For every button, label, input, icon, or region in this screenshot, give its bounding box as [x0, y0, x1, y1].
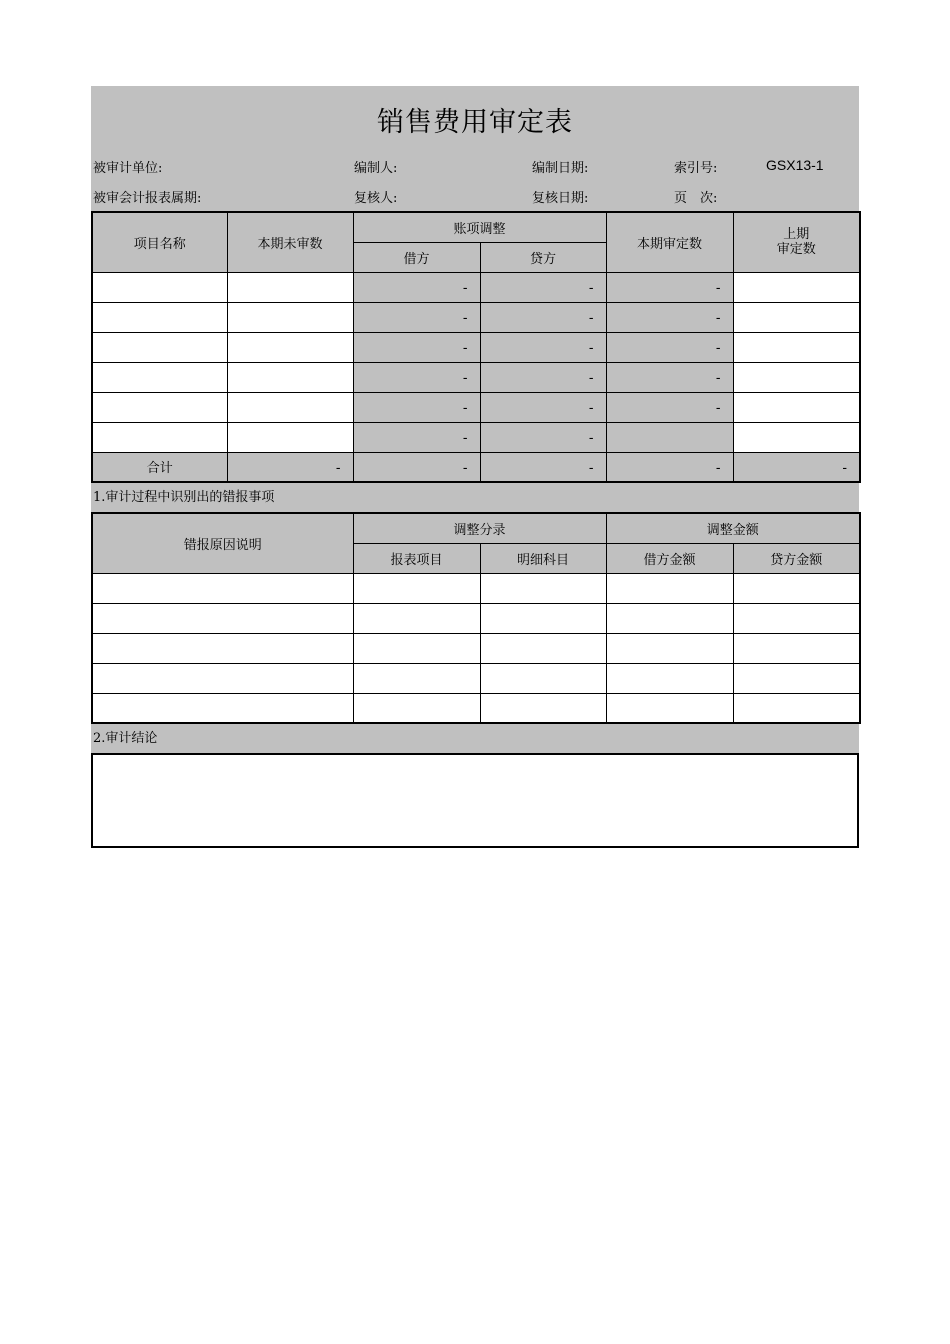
- col-credit: 贷方: [480, 242, 606, 272]
- table-row: [92, 693, 860, 723]
- prior-audited-cell[interactable]: [733, 272, 860, 302]
- reason-cell[interactable]: [92, 663, 353, 693]
- table-row: [92, 332, 860, 362]
- prepared-date-label: 编制日期:: [532, 161, 589, 176]
- reason-cell[interactable]: [92, 573, 353, 603]
- credit-amount-cell[interactable]: [733, 573, 860, 603]
- col-debit-amount: 借方金额: [606, 543, 733, 573]
- col-prior-line2: 审定数: [776, 242, 816, 258]
- detail-account-cell[interactable]: [480, 573, 606, 603]
- table-row: [92, 362, 860, 392]
- debit-cell: -: [353, 332, 480, 362]
- item-name-cell[interactable]: [92, 332, 227, 362]
- unaudited-cell[interactable]: [227, 332, 353, 362]
- debit-cell: -: [353, 392, 480, 422]
- report-item-cell[interactable]: [353, 603, 480, 633]
- col-credit-amount: 贷方金额: [733, 543, 860, 573]
- debit-amount-cell[interactable]: [606, 663, 733, 693]
- credit-amount-cell[interactable]: [733, 663, 860, 693]
- prior-audited-cell[interactable]: [733, 332, 860, 362]
- unaudited-cell[interactable]: [227, 302, 353, 332]
- table-row: [92, 302, 860, 332]
- total-debit: -: [353, 452, 480, 482]
- table-row: [92, 603, 860, 633]
- col-report-item: 报表项目: [353, 543, 480, 573]
- debit-amount-cell[interactable]: [606, 573, 733, 603]
- total-label: 合计: [92, 452, 227, 482]
- col-reason: 错报原因说明: [92, 513, 353, 573]
- debit-cell: -: [353, 422, 480, 452]
- credit-cell: -: [480, 422, 606, 452]
- conclusion-box[interactable]: [91, 753, 859, 848]
- unaudited-cell[interactable]: [227, 272, 353, 302]
- col-audited: 本期审定数: [606, 212, 733, 272]
- col-prior-line1: 上期: [783, 227, 810, 243]
- debit-cell: -: [353, 302, 480, 332]
- total-credit: -: [480, 452, 606, 482]
- credit-cell: -: [480, 272, 606, 302]
- preparer-label: 编制人:: [354, 161, 398, 176]
- audited-cell: -: [606, 392, 733, 422]
- prior-audited-cell[interactable]: [733, 362, 860, 392]
- report-item-cell[interactable]: [353, 573, 480, 603]
- item-name-cell[interactable]: [92, 422, 227, 452]
- detail-account-cell[interactable]: [480, 633, 606, 663]
- table-row: [92, 392, 860, 422]
- debit-amount-cell[interactable]: [606, 603, 733, 633]
- col-item-name: 项目名称: [92, 212, 227, 272]
- audited-cell: -: [606, 302, 733, 332]
- item-name-cell[interactable]: [92, 362, 227, 392]
- reviewer-label: 复核人:: [354, 191, 398, 206]
- audited-cell: -: [606, 272, 733, 302]
- review-date-label: 复核日期:: [532, 191, 589, 206]
- audited-unit-label: 被审计单位:: [93, 161, 163, 176]
- detail-account-cell[interactable]: [480, 693, 606, 723]
- credit-amount-cell[interactable]: [733, 693, 860, 723]
- unaudited-cell[interactable]: [227, 422, 353, 452]
- detail-account-cell[interactable]: [480, 663, 606, 693]
- col-debit: 借方: [353, 242, 480, 272]
- credit-amount-cell[interactable]: [733, 633, 860, 663]
- table-row: [92, 272, 860, 302]
- credit-cell: -: [480, 332, 606, 362]
- unaudited-cell[interactable]: [227, 362, 353, 392]
- reason-cell[interactable]: [92, 633, 353, 663]
- table-row: [92, 573, 860, 603]
- credit-cell: -: [480, 392, 606, 422]
- table-row: [92, 663, 860, 693]
- unaudited-cell[interactable]: [227, 392, 353, 422]
- audited-cell: -: [606, 332, 733, 362]
- main-header-row: [92, 212, 860, 242]
- col-adjusting-entry: 调整分录: [353, 513, 606, 543]
- col-unaudited: 本期未审数: [227, 212, 353, 272]
- col-prior-audited: [733, 212, 860, 272]
- total-unaudited: -: [227, 452, 353, 482]
- index-value: GSX13-1: [766, 157, 824, 173]
- misstatement-section-label: 1.审计过程中识别出的错报事项: [91, 483, 859, 512]
- detail-account-cell[interactable]: [480, 603, 606, 633]
- debit-cell: -: [353, 272, 480, 302]
- total-prior-audited: -: [733, 452, 860, 482]
- total-audited: -: [606, 452, 733, 482]
- period-label: 被审会计报表属期:: [93, 191, 202, 206]
- report-item-cell[interactable]: [353, 663, 480, 693]
- audited-cell: [606, 422, 733, 452]
- misstatement-header-row: [92, 513, 860, 543]
- credit-cell: -: [480, 302, 606, 332]
- report-item-cell[interactable]: [353, 693, 480, 723]
- col-detail-account: 明细科目: [480, 543, 606, 573]
- misstatement-table: [91, 512, 861, 724]
- item-name-cell[interactable]: [92, 302, 227, 332]
- prior-audited-cell[interactable]: [733, 302, 860, 332]
- table-row: [92, 633, 860, 663]
- prior-audited-cell[interactable]: [733, 422, 860, 452]
- audit-sheet: [91, 86, 859, 848]
- page-number-label: 页 次:: [674, 191, 718, 206]
- total-row: [92, 452, 860, 482]
- reason-cell[interactable]: [92, 603, 353, 633]
- debit-amount-cell[interactable]: [606, 693, 733, 723]
- main-table: [91, 211, 861, 483]
- item-name-cell[interactable]: [92, 392, 227, 422]
- debit-cell: -: [353, 362, 480, 392]
- col-adjusting-amount: 调整金额: [606, 513, 860, 543]
- index-label: 索引号:: [674, 161, 718, 176]
- table-row: [92, 422, 860, 452]
- prior-audited-cell[interactable]: [733, 392, 860, 422]
- conclusion-section-label: 2.审计结论: [91, 724, 859, 753]
- audited-cell: -: [606, 362, 733, 392]
- debit-amount-cell[interactable]: [606, 633, 733, 663]
- credit-cell: -: [480, 362, 606, 392]
- col-adjustment: 账项调整: [353, 212, 606, 242]
- reason-cell[interactable]: [92, 693, 353, 723]
- title-block: [91, 86, 859, 211]
- page-title: 销售费用审定表: [377, 107, 573, 138]
- item-name-cell[interactable]: [92, 272, 227, 302]
- credit-amount-cell[interactable]: [733, 603, 860, 633]
- report-item-cell[interactable]: [353, 633, 480, 663]
